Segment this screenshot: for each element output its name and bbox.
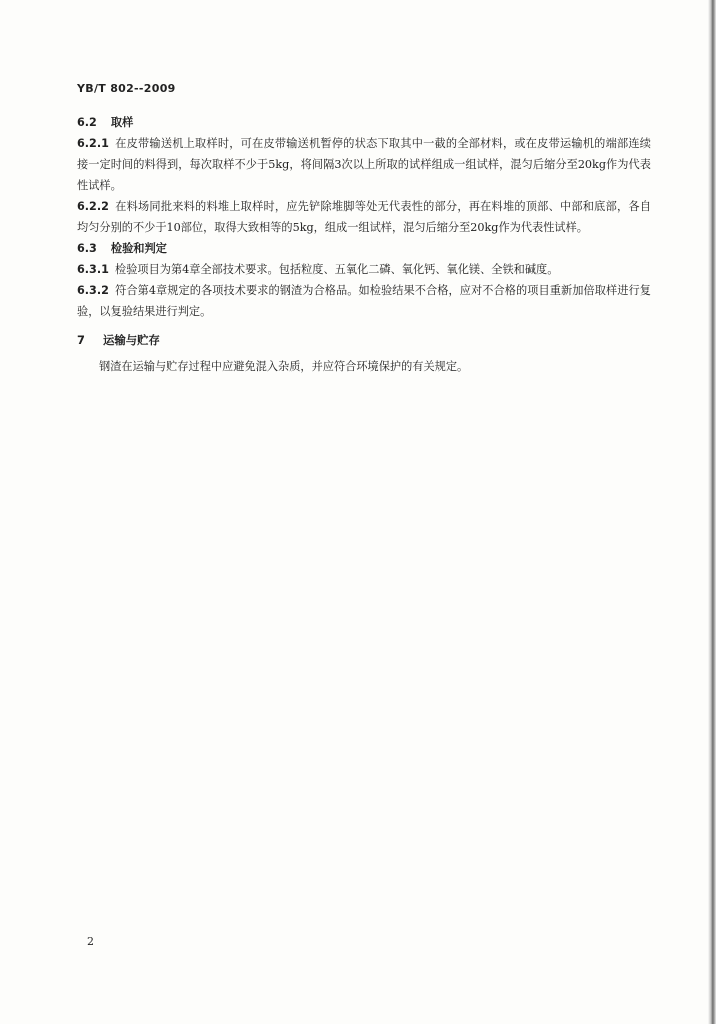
clause-number: 6.2.2 (77, 200, 109, 213)
clause-number: 6.3.1 (77, 263, 109, 276)
chapter-number: 7 (77, 333, 85, 347)
clause-text: 检验项目为第4章全部技术要求。包括粒度、五氧化二磷、氧化钙、氧化镁、全铁和碱度。 (115, 263, 559, 276)
section-title: 取样 (110, 116, 134, 129)
section-title: 检验和判定 (110, 242, 167, 255)
page-number: 2 (87, 935, 94, 948)
clause-text: 在料场同批来料的料堆上取样时，应先铲除堆脚等处无代表性的部分，再在料堆的顶部、中部和底部，各自均匀分别的不少于10部位，取得大致相等的5kg，组成一组试样，混匀后缩分至20kg作为代表性试样。 (77, 200, 651, 234)
clause-6-3-2 (77, 280, 651, 322)
clause-text: 符合第4章规定的各项技术要求的钢渣为合格品。如检验结果不合格，应对不合格的项目重新加倍取样进行复验，以复验结果进行判定。 (77, 284, 651, 318)
chapter-7-body: 钢渣在运输与贮存过程中应避免混入杂质，并应符合环境保护的有关规定。 (99, 360, 469, 373)
section-heading-6-2 (77, 112, 651, 133)
clause-6-2-2 (77, 196, 651, 238)
section-heading-6-3 (77, 238, 651, 259)
scan-edge-shadow (708, 0, 716, 1024)
clause-text: 在皮带输送机上取样时，可在皮带输送机暂停的状态下取其中一截的全部材料，或在皮带运输机的端部连续接一定时间的料得到，每次取样不少于5kg，将间隔3次以上所取的试样组成一组试样，混匀后缩分至20kg作为代表性试样。 (77, 137, 651, 192)
document-code-header: YB/T 802--2009 (77, 82, 176, 95)
section-number: 6.2 (77, 116, 97, 129)
clause-number: 6.3.2 (77, 284, 109, 297)
section-number: 6.3 (77, 242, 97, 255)
chapter-heading-7 (77, 328, 651, 352)
chapter-title: 运输与贮存 (102, 333, 160, 347)
document-body (77, 112, 651, 377)
clause-6-2-1 (77, 133, 651, 196)
clause-number: 6.2.1 (77, 137, 109, 150)
clause-6-3-1 (77, 259, 651, 280)
